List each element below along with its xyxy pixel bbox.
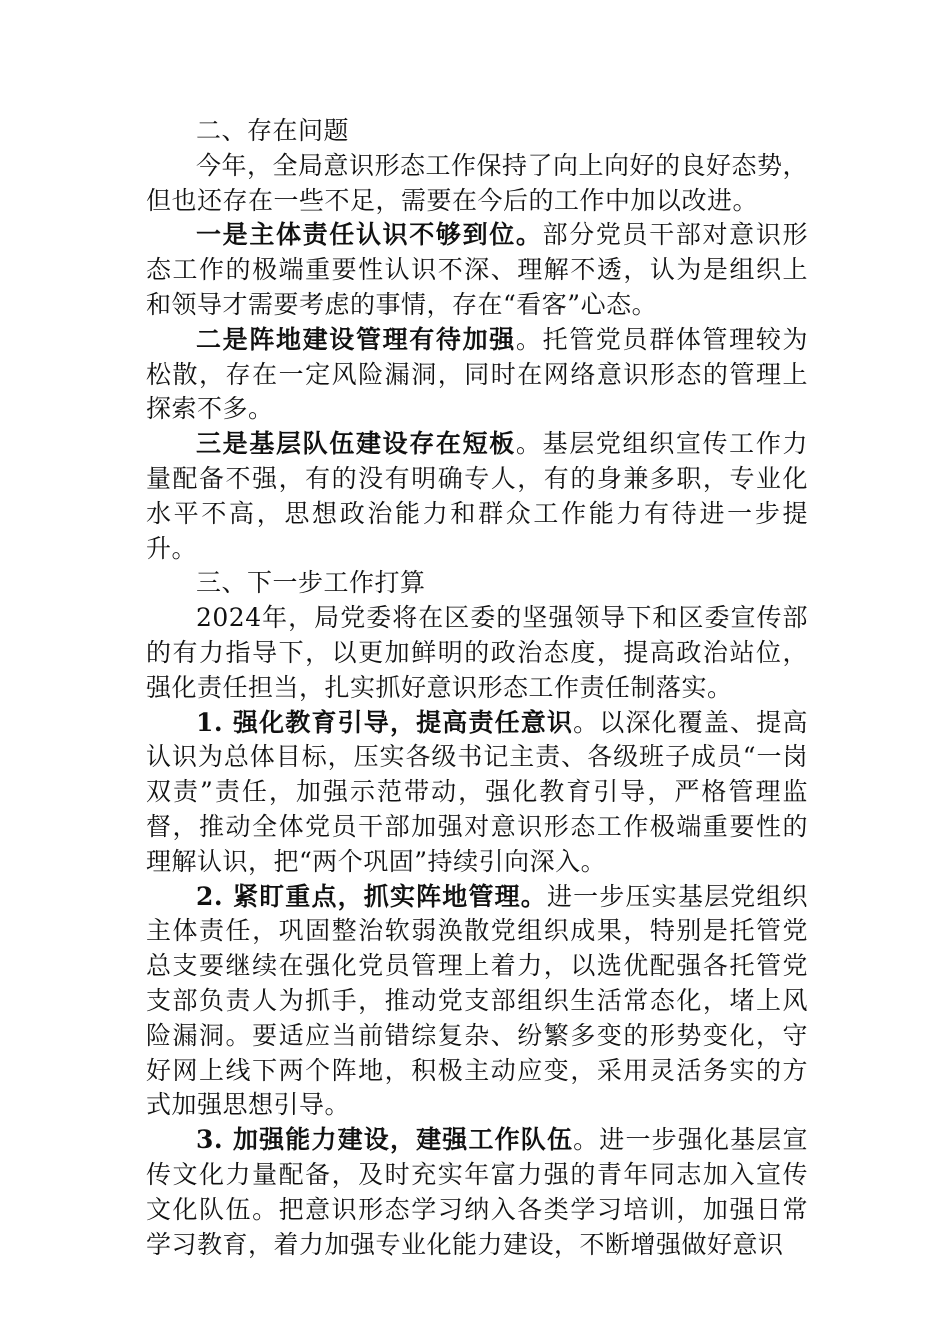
plan-item-2-lead: 2. 紧盯重点，抓实阵地管理。 — [196, 881, 547, 911]
plan-item-2-text: 进一步压实基层党组织主体责任，巩固整治软弱涣散党组织成果，特别是托管党总支要继续在强化党员管理上着力，以选优配强各托管党支部负责人为抓手，推动党支部组织生活常态化，堵上风险漏洞。要适应当前错综复杂、纷繁多变的形势变化，守好网上线下两个阵地，积极主动应变，采用灵活务实的方式加强思想引导。 — [146, 881, 808, 1120]
problem-item-1 — [146, 218, 808, 322]
plan-item-1-text: 。以深化覆盖、提高认识为总体目标，压实各级书记主责、各级班子成员“一岗双责”责任，加强示范带动，强化教育引导，严格管理监督，推动全体党员干部加强对意识形态工作极端重要性的理解认识，把“两个巩固”持续引向深入。 — [146, 707, 808, 876]
problem-item-1-lead: 一是主体责任认识不够到位。 — [196, 220, 543, 250]
plan-item-3-lead: 3. 加强能力建设，建强工作队伍 — [196, 1125, 574, 1155]
document-page — [146, 114, 808, 1262]
problem-item-2-lead: 二是阵地建设管理有待加强 — [196, 324, 516, 354]
problem-item-2 — [146, 323, 808, 427]
plan-item-2 — [146, 880, 808, 1124]
intro-paragraph-problems: 今年，全局意识形态工作保持了向上向好的良好态势，但也还存在一些不足，需要在今后的工作中加以改进。 — [146, 150, 809, 215]
problem-item-3-lead: 三是基层队伍建设存在短板 — [196, 429, 516, 459]
plan-item-3-text: 。进一步强化基层宣传文化力量配备，及时充实年富力强的青年同志加入宣传文化队伍。把意识形态学习纳入各类学习培训，加强日常学习教育，着力加强专业化能力建设，不断增强做好意识 — [146, 1125, 808, 1259]
problem-item-3 — [146, 427, 808, 566]
section-heading-problems: 二、存在问题 — [196, 116, 350, 145]
plan-item-1-lead: 1. 强化教育引导，提高责任意识 — [196, 707, 574, 737]
problem-item-1-text: 部分党员干部对意识形态工作的极端重要性认识不深、理解不透，认为是组织上和领导才需要考虑的事情，存在“看客”心态。 — [146, 220, 808, 319]
intro-paragraph-next-steps: 2024年，局党委将在区委的坚强领导下和区委宣传部的有力指导下，以更加鲜明的政治态度，提高政治站位，强化责任担当，扎实抓好意识形态工作责任制落实。 — [146, 603, 808, 702]
plan-item-1 — [146, 706, 808, 880]
section-heading-next-steps: 三、下一步工作打算 — [196, 568, 426, 598]
problem-item-2-text: 。托管党员群体管理较为松散，存在一定风险漏洞，同时在网络意识形态的管理上探索不多。 — [146, 324, 808, 424]
plan-item-3 — [146, 1123, 808, 1262]
problem-item-3-text: 。基层党组织宣传工作力量配备不强，有的没有明确专人，有的身兼多职，专业化水平不高，思想政治能力和群众工作能力有待进一步提升。 — [146, 429, 808, 563]
